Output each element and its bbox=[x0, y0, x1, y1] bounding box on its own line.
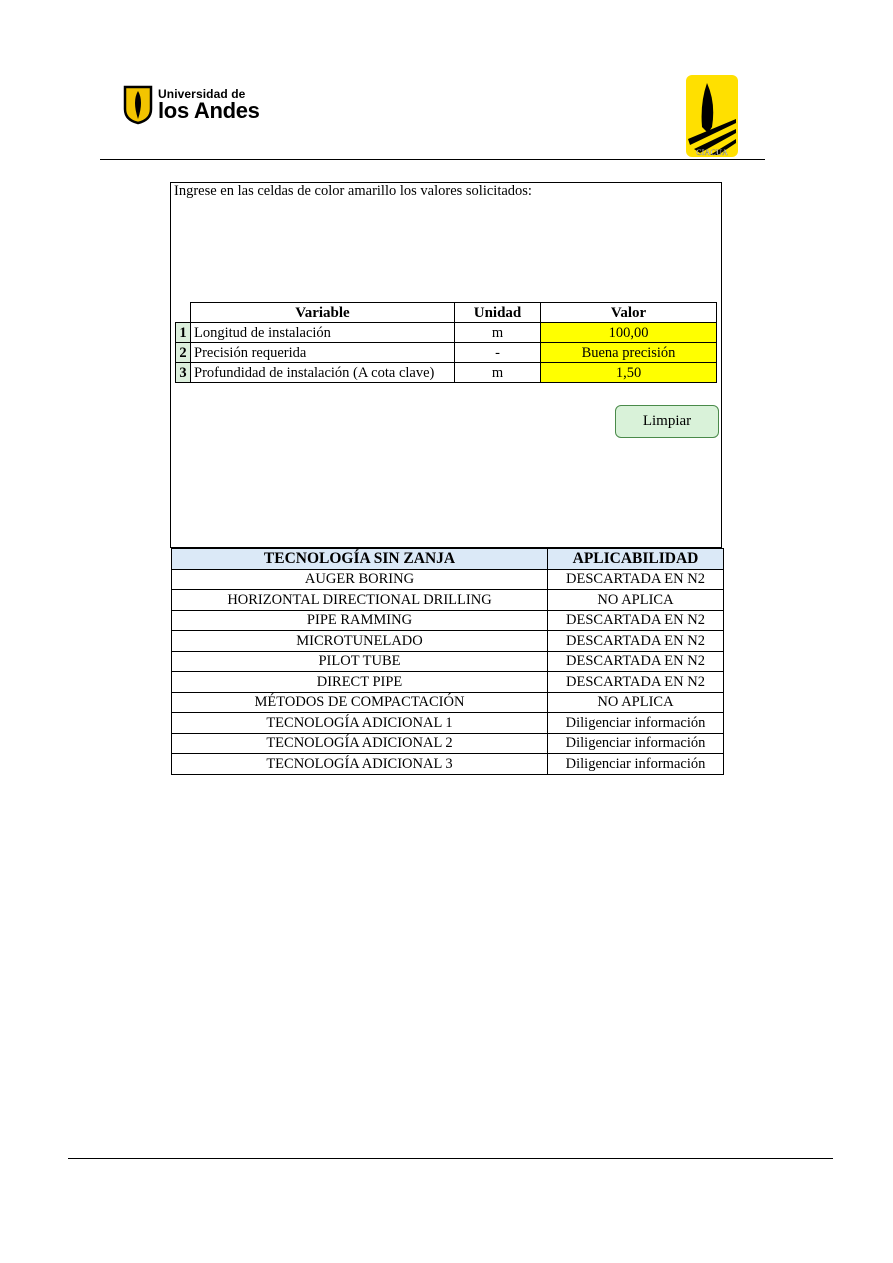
table-row bbox=[176, 323, 717, 343]
technologies-header-row bbox=[172, 549, 724, 570]
table-row bbox=[172, 713, 724, 734]
variables-table bbox=[175, 302, 717, 383]
profundidad-input[interactable]: 1,50 bbox=[541, 363, 717, 383]
table-row bbox=[172, 754, 724, 775]
technologies-table bbox=[171, 548, 724, 775]
applicability-value: Diligenciar información bbox=[548, 733, 724, 754]
table-row bbox=[172, 733, 724, 754]
technology-name: DIRECT PIPE bbox=[172, 672, 548, 693]
cypress-tree-icon bbox=[686, 75, 738, 157]
technology-name: TECNOLOGÍA ADICIONAL 1 bbox=[172, 713, 548, 734]
applicability-value: DESCARTADA EN N2 bbox=[548, 610, 724, 631]
instruction-text: Ingrese en las celdas de color amarillo los valores solicitados: bbox=[174, 183, 532, 199]
unit-value: m bbox=[455, 323, 541, 343]
variables-header-row bbox=[176, 303, 717, 323]
variable-label: Precisión requerida bbox=[191, 343, 455, 363]
technology-name: HORIZONTAL DIRECTIONAL DRILLING bbox=[172, 590, 548, 611]
applicability-value: Diligenciar información bbox=[548, 713, 724, 734]
unidad-header: Unidad bbox=[455, 303, 541, 323]
applicability-header: APLICABILIDAD bbox=[548, 549, 724, 570]
limpiar-button[interactable]: Limpiar bbox=[615, 405, 719, 438]
table-row bbox=[176, 343, 717, 363]
applicability-value: Diligenciar información bbox=[548, 754, 724, 775]
table-row bbox=[172, 692, 724, 713]
technology-name: MICROTUNELADO bbox=[172, 631, 548, 652]
university-name-line2: los Andes bbox=[158, 98, 260, 123]
table-row bbox=[172, 672, 724, 693]
blank-header-cell bbox=[176, 303, 191, 323]
row-number: 3 bbox=[176, 363, 191, 383]
valor-header: Valor bbox=[541, 303, 717, 323]
applicability-value: NO APLICA bbox=[548, 590, 724, 611]
table-row bbox=[172, 651, 724, 672]
variable-header: Variable bbox=[191, 303, 455, 323]
technology-header: TECNOLOGÍA SIN ZANJA bbox=[172, 549, 548, 570]
applicability-value: DESCARTADA EN N2 bbox=[548, 651, 724, 672]
table-row bbox=[172, 569, 724, 590]
technology-name: TECNOLOGÍA ADICIONAL 3 bbox=[172, 754, 548, 775]
header-divider bbox=[100, 159, 765, 160]
university-name-line1: Universidad de bbox=[158, 87, 246, 101]
variable-label: Profundidad de instalación (A cota clave) bbox=[191, 363, 455, 383]
technology-name: MÉTODOS DE COMPACTACIÓN bbox=[172, 692, 548, 713]
table-row bbox=[172, 590, 724, 611]
variable-label: Longitud de instalación bbox=[191, 323, 455, 343]
applicability-value: NO APLICA bbox=[548, 692, 724, 713]
table-row bbox=[172, 631, 724, 652]
technology-name: AUGER BORING bbox=[172, 569, 548, 590]
ciacua-logo bbox=[686, 75, 738, 157]
unit-value: m bbox=[455, 363, 541, 383]
technology-name: PIPE RAMMING bbox=[172, 610, 548, 631]
row-number: 2 bbox=[176, 343, 191, 363]
precision-input[interactable]: Buena precisión bbox=[541, 343, 717, 363]
longitud-input[interactable]: 100,00 bbox=[541, 323, 717, 343]
andes-shield-icon bbox=[122, 85, 154, 125]
table-row bbox=[172, 610, 724, 631]
applicability-value: DESCARTADA EN N2 bbox=[548, 631, 724, 652]
technology-name: PILOT TUBE bbox=[172, 651, 548, 672]
footer-divider bbox=[68, 1158, 833, 1159]
unit-value: - bbox=[455, 343, 541, 363]
row-number: 1 bbox=[176, 323, 191, 343]
applicability-value: DESCARTADA EN N2 bbox=[548, 672, 724, 693]
technology-name: TECNOLOGÍA ADICIONAL 2 bbox=[172, 733, 548, 754]
universidad-de-los-andes-logo bbox=[122, 85, 260, 125]
ciacua-caption: CIACUA bbox=[696, 148, 728, 157]
table-row bbox=[176, 363, 717, 383]
applicability-value: DESCARTADA EN N2 bbox=[548, 569, 724, 590]
